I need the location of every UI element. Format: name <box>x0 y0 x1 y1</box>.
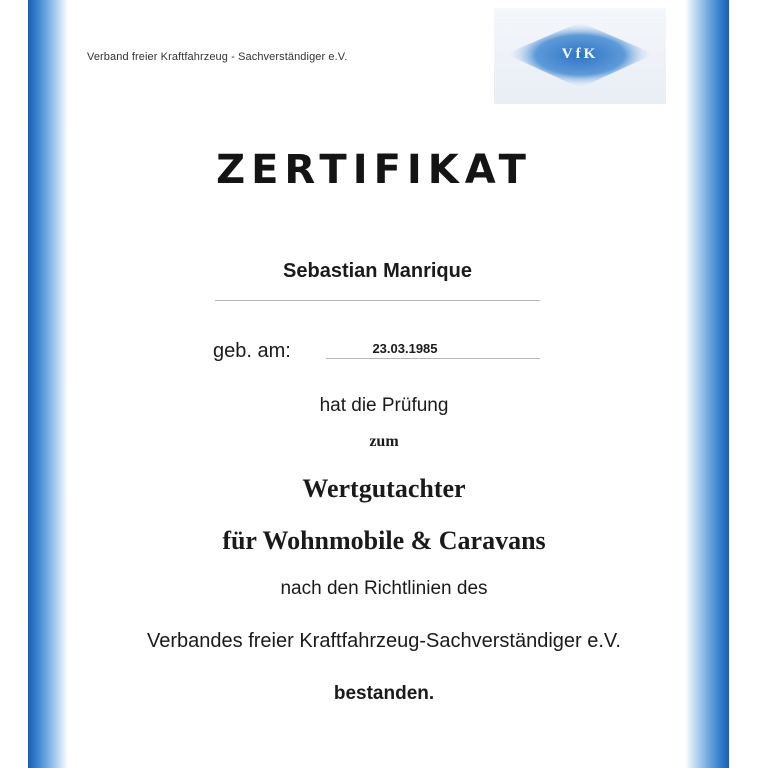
logo-text: VfK <box>561 46 599 62</box>
name-underline <box>215 300 540 301</box>
text-fuer-wohnmobile: für Wohnmobile & Caravans <box>222 526 546 555</box>
dob-value: 23.03.1985 <box>372 341 438 356</box>
title-text: ZERTIFIKAT <box>216 147 532 193</box>
dob-underline <box>326 358 540 359</box>
text-verband: Verbandes freier Kraftfahrzeug-Sachverständiger e.V. <box>147 630 621 652</box>
dob-label: geb. am: <box>213 340 291 362</box>
vfk-logo <box>494 8 666 104</box>
certificate-title <box>0 147 768 193</box>
text-wertgutachter: Wertgutachter <box>302 474 466 503</box>
text-nach-richtlinien: nach den Richtlinien des <box>280 578 488 599</box>
recipient-name: Sebastian Manrique <box>283 260 472 282</box>
text-pruefung: hat die Prüfung <box>319 395 449 416</box>
text-zum: zum <box>369 433 399 450</box>
association-header: Verband freier Kraftfahrzeug - Sachverständiger e.V. <box>87 51 348 63</box>
text-bestanden: bestanden. <box>333 683 435 704</box>
